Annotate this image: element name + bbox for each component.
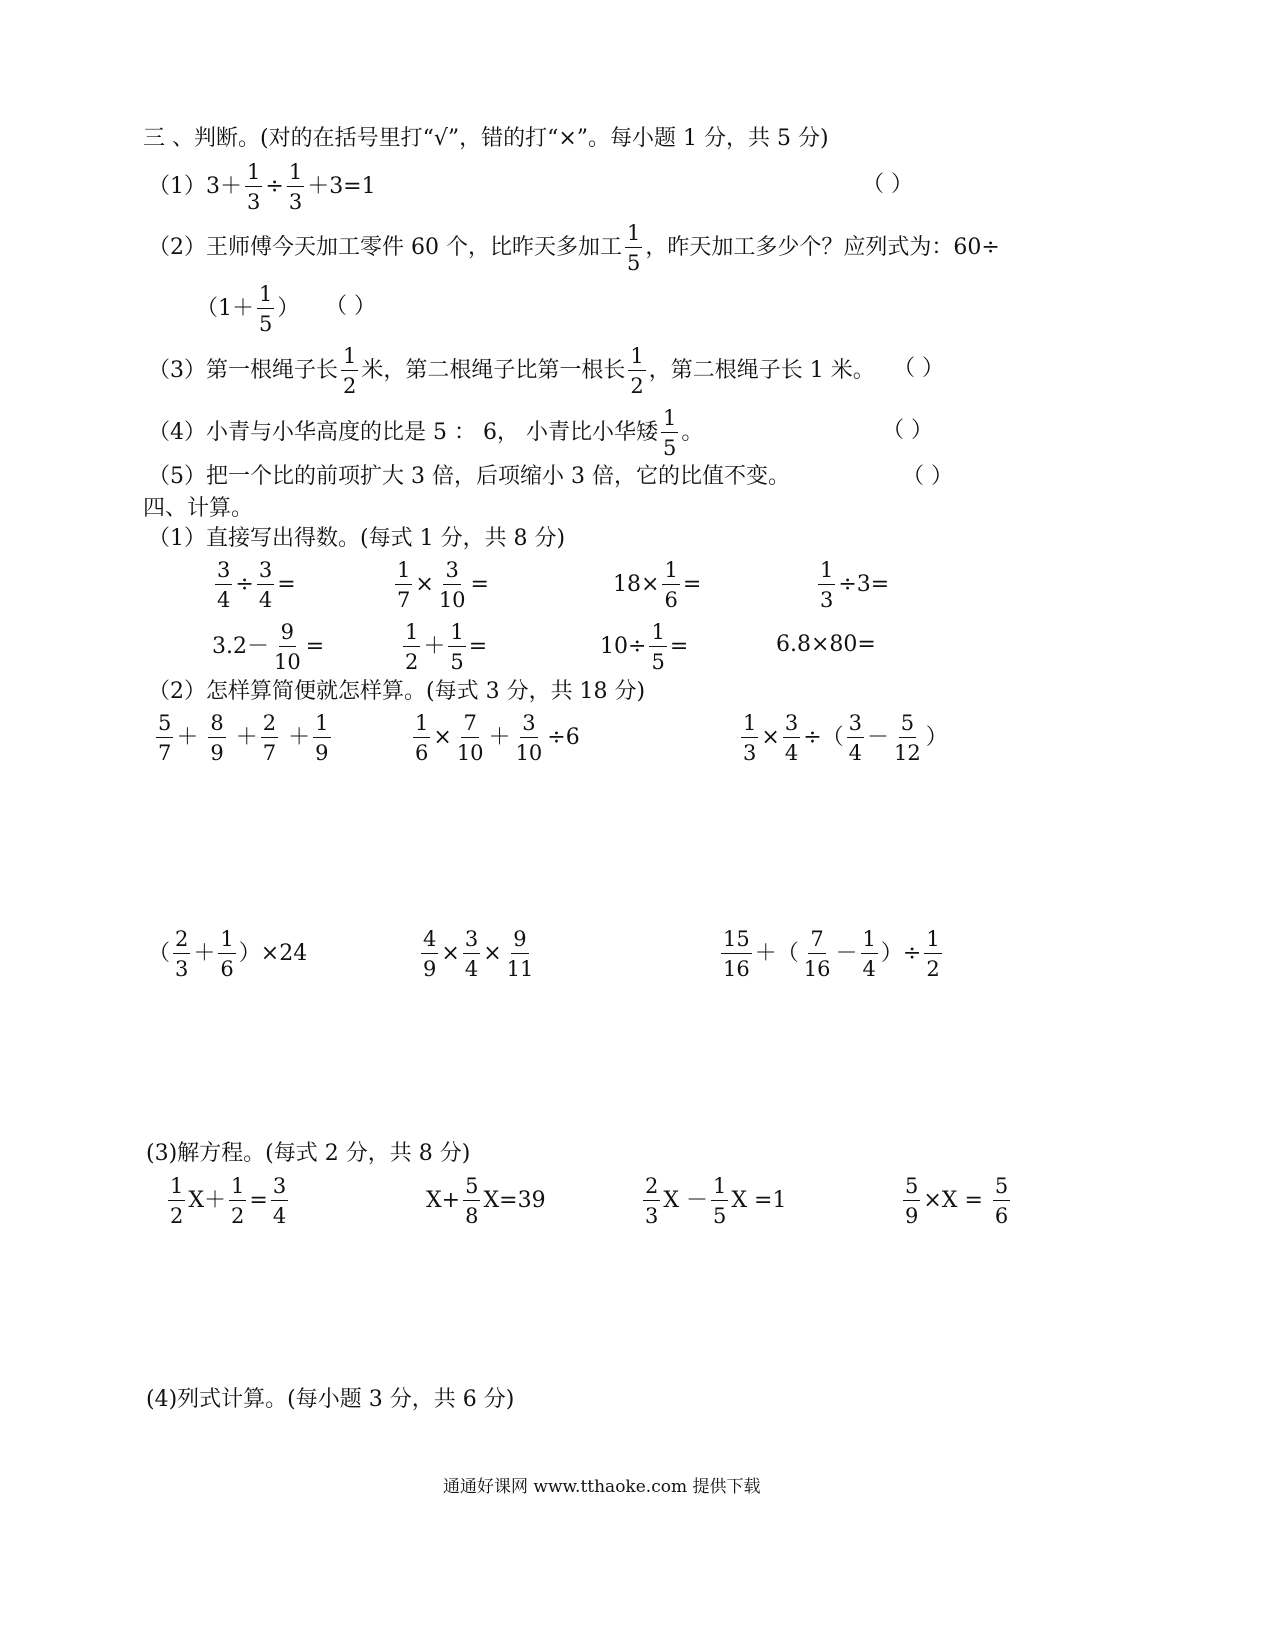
fraction: $\frac{3}{4}$ — [272, 1174, 287, 1229]
fraction: $\frac{5}{6}$ — [994, 1174, 1009, 1229]
fraction: $\frac{2}{3}$ — [645, 1174, 659, 1229]
fraction: $\frac{1}{5}$ — [450, 620, 464, 675]
fraction: $\frac{2}{3}$ — [175, 927, 189, 982]
judge-q1: （1）3＋ $\frac{1}{3}$ ÷ $\frac{1}{3}$ ＋3=1 — [148, 160, 376, 215]
equation-2: X+ $\frac{5}{8}$ X=39 — [426, 1174, 546, 1229]
fraction: $\frac{15}{16}$ — [723, 927, 750, 982]
quick-calc-6: $\frac{1}{2}$ ＋ $\frac{1}{5}$ = — [405, 620, 488, 675]
equation-4: $\frac{5}{9}$ ×X = $\frac{5}{6}$ — [905, 1174, 1009, 1229]
simplify-6: $\frac{15}{16}$ ＋（ $\frac{7}{16}$ － $\frac{1}{4}$ ）÷ $\frac{1}{2}$ — [723, 927, 940, 982]
simplify-5: $\frac{4}{9}$ × $\frac{3}{4}$ × $\frac{9}{11}$ — [423, 927, 534, 982]
quick-calc-2: $\frac{1}{7}$ × $\frac{3}{10}$ = — [397, 558, 489, 613]
fraction: $\frac{1}{3}$ — [820, 558, 834, 613]
judge-q2: （2）王师傅今天加工零件 60 个，比昨天多加工 $\frac{1}{5}$ ，昨天加工多少个？应列式为：60÷ — [148, 221, 1000, 276]
fraction: $\frac{1}{2}$ — [926, 927, 940, 982]
equation-1: $\frac{1}{2}$ X＋ $\frac{1}{2}$ = $\frac{3}{4}$ — [170, 1174, 287, 1229]
fraction: $\frac{2}{7}$ — [262, 711, 277, 766]
part2-title: （2）怎样算简便就怎样算。(每式 3 分，共 18 分) — [148, 679, 646, 704]
judge-q5-blank[interactable]: （ ） — [902, 464, 953, 489]
fraction: $\frac{3}{4}$ — [848, 711, 862, 766]
fraction: $\frac{1}{2}$ — [343, 344, 357, 399]
equation-3: $\frac{2}{3}$ X － $\frac{1}{5}$ X =1 — [645, 1174, 787, 1229]
section4-title: 四、计算。 — [143, 496, 254, 521]
fraction: $\frac{4}{9}$ — [423, 927, 437, 982]
fraction: $\frac{1}{3}$ — [247, 160, 261, 215]
quick-calc-3: 18× $\frac{1}{6}$ = — [613, 558, 702, 613]
fraction: $\frac{1}{5}$ — [662, 406, 677, 461]
footer-text: 通通好课网 www.tthaoke.com 提供下载 — [443, 1477, 761, 1497]
judge-q2-blank[interactable]: （ ） — [325, 294, 376, 319]
fraction: $\frac{3}{10}$ — [515, 711, 543, 766]
fraction: $\frac{1}{2}$ — [630, 344, 644, 399]
quick-calc-7: 10÷ $\frac{1}{5}$ = — [600, 620, 689, 675]
fraction: $\frac{7}{16}$ — [803, 927, 831, 982]
part4-title: (4)列式计算。(每小题 3 分，共 6 分) — [146, 1387, 515, 1412]
fraction: $\frac{1}{5}$ — [651, 620, 665, 675]
part1-title: （1）直接写出得数。(每式 1 分，共 8 分) — [148, 526, 566, 551]
quick-calc-5: 3.2－ $\frac{9}{10}$ = — [212, 620, 325, 675]
judge-q5: （5）把一个比的前项扩大 3 倍，后项缩小 3 倍，它的比值不变。 — [148, 464, 790, 489]
fraction: $\frac{1}{6}$ — [220, 927, 234, 982]
judge-q1-blank[interactable]: （ ） — [862, 172, 913, 197]
fraction: $\frac{1}{5}$ — [713, 1174, 727, 1229]
fraction: $\frac{3}{4}$ — [784, 711, 799, 766]
fraction: $\frac{1}{7}$ — [397, 558, 411, 613]
fraction: $\frac{8}{9}$ — [210, 711, 224, 766]
fraction: $\frac{5}{12}$ — [894, 711, 921, 766]
judge-q4: （4）小青与小华高度的比是 5 ： 6， 小青比小华矮 $\frac{1}{5}$ 。 — [148, 406, 704, 461]
fraction: $\frac{1}{5}$ — [626, 221, 641, 276]
fraction: $\frac{7}{10}$ — [456, 711, 484, 766]
fraction: $\frac{1}{4}$ — [862, 927, 876, 982]
part3-title: (3)解方程。(每式 2 分，共 8 分) — [146, 1141, 471, 1166]
fraction: $\frac{5}{8}$ — [465, 1174, 479, 1229]
judge-q2-cont: （1＋ $\frac{1}{5}$ ） — [196, 282, 300, 337]
quick-calc-8: 6.8×80= — [776, 632, 876, 657]
quick-calc-1: $\frac{3}{4}$ ÷ $\frac{3}{4}$ = — [217, 558, 296, 613]
judge-q3: （3）第一根绳子长 $\frac{1}{2}$ 米，第二根绳子比第一根长 $\frac{1}{2}$ ，第二根绳子长 1 米。 — [148, 344, 875, 399]
fraction: $\frac{1}{2}$ — [170, 1174, 184, 1229]
judge-q3-blank[interactable]: （ ） — [893, 356, 944, 381]
judge-q4-blank[interactable]: （ ） — [882, 418, 933, 443]
simplify-3: $\frac{1}{3}$ × $\frac{3}{4}$ ÷（ $\frac{3}{4}$ － $\frac{5}{12}$ ） — [743, 711, 948, 766]
fraction: $\frac{9}{11}$ — [506, 927, 534, 982]
fraction: $\frac{1}{3}$ — [288, 160, 303, 215]
fraction: $\frac{3}{10}$ — [438, 558, 466, 613]
simplify-2: $\frac{1}{6}$ × $\frac{7}{10}$ ＋ $\frac{3}{10}$ ÷6 — [415, 711, 580, 766]
fraction: $\frac{3}{4}$ — [464, 927, 479, 982]
fraction: $\frac{5}{7}$ — [158, 711, 172, 766]
fraction: $\frac{1}{2}$ — [231, 1174, 245, 1229]
fraction: $\frac{1}{5}$ — [259, 282, 273, 337]
fraction: $\frac{5}{9}$ — [905, 1174, 919, 1229]
simplify-4: （ $\frac{2}{3}$ ＋ $\frac{1}{6}$ ）×24 — [148, 927, 308, 982]
fraction: $\frac{9}{10}$ — [274, 620, 301, 675]
fraction: $\frac{1}{6}$ — [415, 711, 429, 766]
fraction: $\frac{1}{2}$ — [405, 620, 419, 675]
quick-calc-4: $\frac{1}{3}$ ÷3= — [820, 558, 890, 613]
simplify-1: $\frac{5}{7}$ ＋ $\frac{8}{9}$ ＋ $\frac{2}{7}$ ＋ $\frac{1}{9}$ — [158, 711, 329, 766]
section3-title: 三 、判断。(对的在括号里打“√”，错的打“×”。每小题 1 分，共 5 分) — [143, 126, 829, 151]
fraction: $\frac{1}{6}$ — [664, 558, 678, 613]
fraction: $\frac{3}{4}$ — [258, 558, 273, 613]
fraction: $\frac{1}{9}$ — [315, 711, 329, 766]
fraction: $\frac{3}{4}$ — [217, 558, 231, 613]
fraction: $\frac{1}{3}$ — [743, 711, 757, 766]
